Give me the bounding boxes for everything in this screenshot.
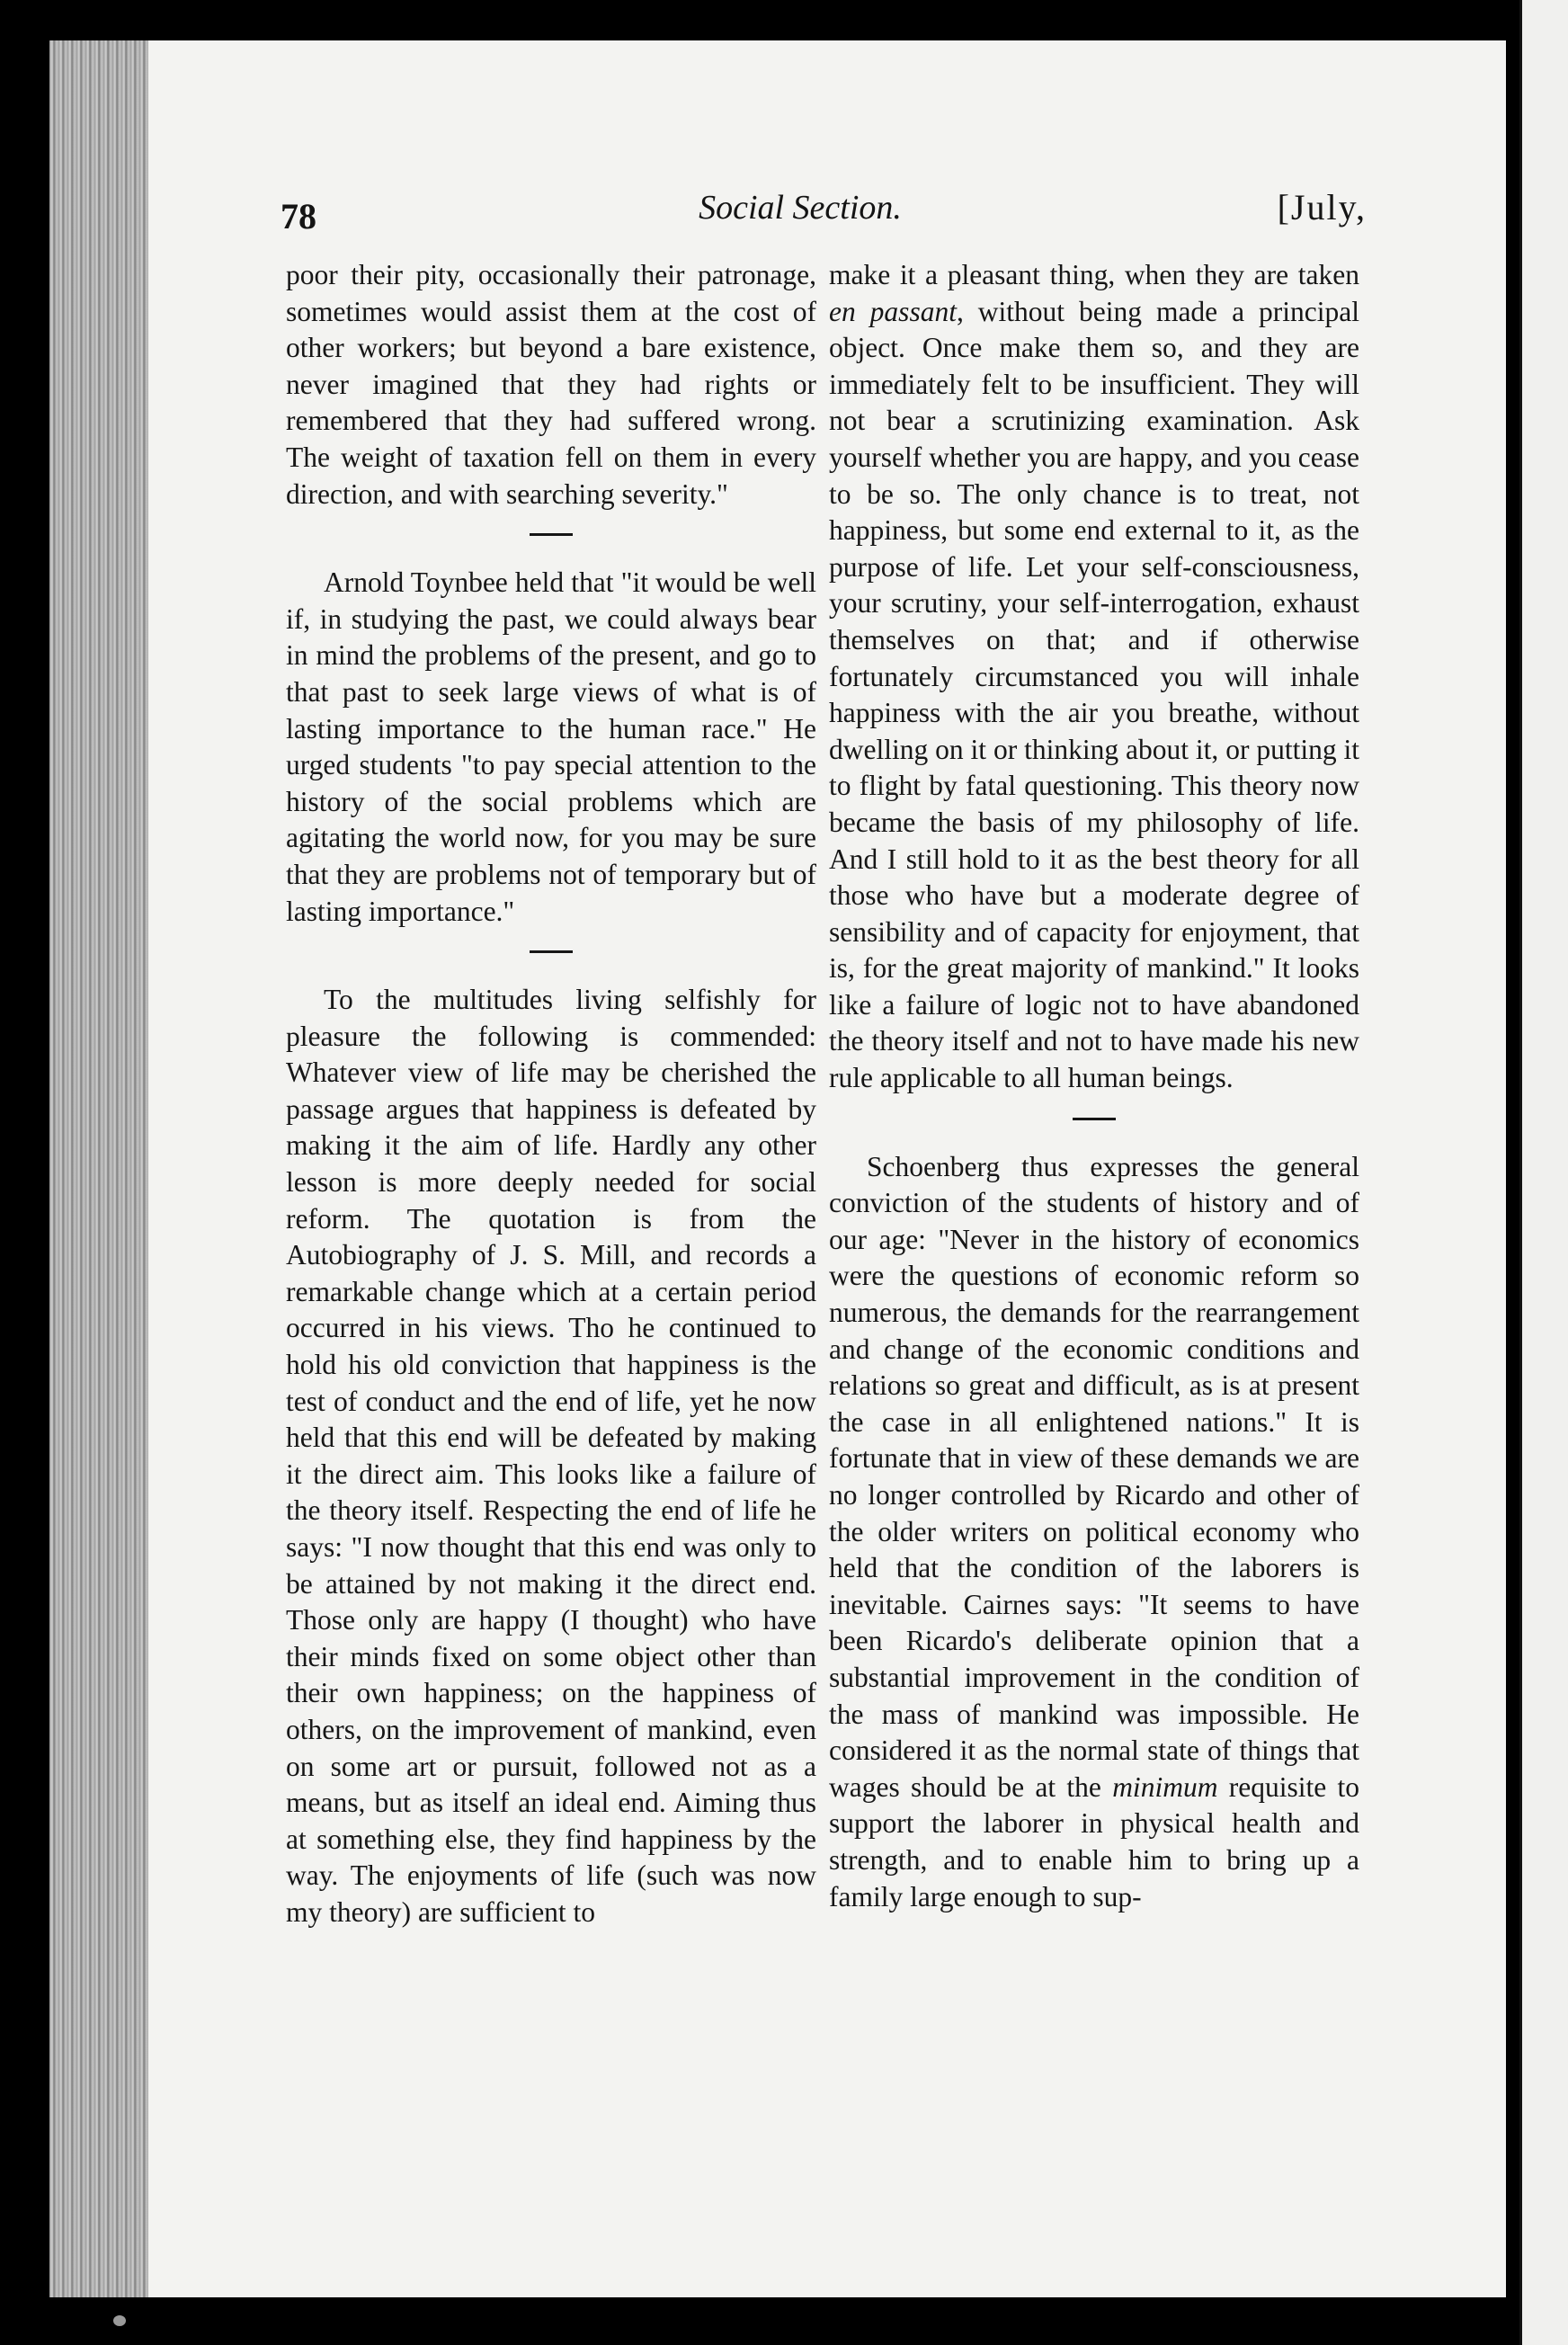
running-title: Social Section. xyxy=(699,189,902,227)
section-date-label: [July, xyxy=(1277,187,1367,227)
text-run: Schoenberg thus expresses the general conviction of the students of history and of our age: "Never in the history of economics were the questions of economic reform so numerous, the demands for the rearrangement and change of the economic conditions and relations so great and difficult, as is at present the case in all enlightened nations." It is fortunate that in view of these demands we are no longer controlled by Ricardo and other of the older writers on political economy who held that the condition of the laborers is inevitable. Cairnes says: "It seems to have been Ricardo's deliberate opinion that a substantial improvement in the condition of the mass of mankind was impossible. He considered it as the normal state of things that wages should be at the xyxy=(829,1150,1359,1803)
paragraph-schoenberg xyxy=(829,1149,1359,1915)
italic-text: en passant xyxy=(829,295,957,327)
section-divider xyxy=(1073,1118,1116,1120)
right-column xyxy=(829,257,1359,1915)
text-run: requisite to support the laborer in physical health and strength, and to enable him to bring up a family large enough to sup- xyxy=(829,1770,1360,1913)
left-column xyxy=(286,257,816,1931)
page-number: 78 xyxy=(281,196,316,236)
section-divider xyxy=(530,950,573,953)
paragraph-continued: poor their pity, occasionally their patronage, sometimes would assist them at the cost of other workers; but beyond a bare existence, never imagined that they had rights or remembered that they had suffered wrong. The weight of taxation fell on them in every direction, and with searching severity." xyxy=(286,259,816,510)
paragraph-mill: To the multitudes living selfishly for pleasure the following is commended: Whatever view of life may be cherished the passage argues that happiness is defeated by making it the aim of life. Hardly any other lesson is more deeply needed for social reform. The quotation is from the Autobiography of J. S. Mill, and records a remarkable change which at a certain period occurred in his views. Tho he continued to hold his old conviction that happiness is the test of conduct and the end of life, yet he now held that this end will be defeated by making it the direct aim. This looks like a failure of the theory itself. Respecting the end of life he says: "I now thought that this end was only to be attained by not making it the direct end. Those only are happy (I thought) who have their minds fixed on some object other than their own happiness; on the happiness of others, on the improvement of mankind, even on some art or pursuit, followed not as a means, but as itself an ideal end. Aiming thus at something else, they find happiness by the way. The enjoyments of life (such was now my theory) are sufficient to xyxy=(286,984,816,1928)
section-divider xyxy=(530,533,573,536)
text-run: , without being made a principal object. Once make them so, and they are immediately felt to be insufficient. They will not bear a scrutinizing examination. Ask yourself whether you are happy, and you cease to be so. The only chance is to treat, not happiness, but some end external to it, as the purpose of life. Let your self-consciousness, your scrutiny, your self-interrogation, exhaust themselves on that; and if otherwise fortunately circumstanced you will inhale happiness with the air you breathe, without dwelling on it or thinking about it, or putting it to flight by fatal questioning. This theory now became the basis of my philosophy of life. And I still hold to it as the best theory for all those who have but a moderate degree of sensibility and of capacity for enjoyment, that is, for the great majority of mankind." It looks like a failure of logic not to have abandoned the theory itself and not to have made his new rule applicable to all human beings. xyxy=(829,295,1360,1094)
page-header xyxy=(234,184,1367,238)
page-edges xyxy=(49,40,148,2297)
italic-text: minimum xyxy=(1112,1770,1218,1803)
facing-page-edge xyxy=(1519,0,1568,2345)
scan-artifact xyxy=(113,2315,126,2326)
paragraph-toynbee: Arnold Toynbee held that "it would be well if, in studying the past, we could always bear in mind the problems of the present, and go to that past to seek large views of what is of lasting importance to the human race." He urged students "to pay special attention to the history of the social problems which are agitating the world now, for you may be sure that they are problems not of temporary but of lasting importance." xyxy=(286,566,816,927)
text-run: make it a pleasant thing, when they are taken xyxy=(829,259,1359,290)
paragraph-mill-continued xyxy=(829,257,1359,1097)
